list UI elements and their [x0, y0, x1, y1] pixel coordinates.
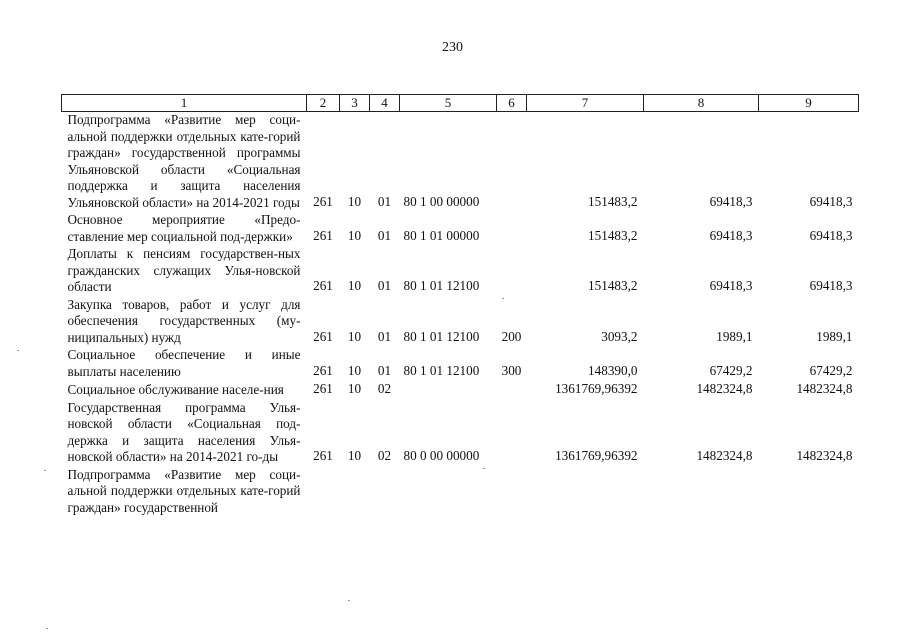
row-amount-col8: 69418,3	[709, 193, 753, 209]
row-section-code: 10	[347, 193, 362, 209]
row-amount-col9: 1482324,8	[796, 448, 853, 463]
row-expense-type	[497, 467, 527, 518]
row-target-article	[400, 467, 497, 518]
row-amount-col7: 151483,2	[588, 227, 638, 243]
row-name: Подпрограмма «Развитие мер соци-альной поддержки отдельных кате-горий граждан» государственной	[67, 466, 301, 515]
row-amount-col7: 3093,2	[601, 328, 638, 344]
row-subsection-code: 02	[377, 448, 392, 463]
page-number: 230	[442, 40, 463, 55]
row-ministry-code: 261	[313, 193, 333, 209]
scan-speck	[502, 298, 504, 299]
header-col-5: 5	[400, 95, 497, 112]
row-section-code	[340, 467, 370, 518]
row-name: Государственная программа Улья-новской области «Социальная под-держка и защита населения Улья-новской области» на 2014-2021 го-ды	[67, 399, 301, 464]
row-section-code: 10	[347, 278, 362, 293]
row-ministry-code	[307, 467, 340, 518]
table-row	[62, 212, 859, 246]
table-row	[62, 347, 859, 381]
row-target-article: 80 1 01 12100	[403, 278, 480, 293]
row-expense-type	[497, 400, 527, 467]
row-amount-col9: 69418,3	[809, 193, 853, 209]
row-subsection-code: 01	[377, 362, 392, 378]
row-subsection-code: 01	[377, 193, 392, 209]
table-row	[62, 246, 859, 297]
row-subsection-code: 02	[377, 381, 392, 396]
table-row	[62, 400, 859, 467]
row-section-code: 10	[347, 227, 362, 243]
row-name: Социальное обслуживание населе-ния	[67, 382, 284, 397]
table-header-row	[62, 95, 859, 112]
row-target-article: 80 0 00 00000	[403, 448, 480, 463]
row-name: Доплаты к пенсиям государствен-ных гражданских служащих Улья-новской области	[67, 246, 301, 294]
row-subsection-code: 01	[377, 278, 392, 293]
table-row	[62, 381, 859, 400]
row-amount-col8: 69418,3	[709, 278, 753, 293]
row-ministry-code: 261	[313, 448, 333, 463]
row-expense-type	[497, 381, 527, 400]
row-amount-col8: 1989,1	[716, 328, 753, 344]
row-amount-col9	[759, 467, 859, 518]
row-amount-col7	[527, 467, 644, 518]
row-subsection-code: 01	[377, 328, 392, 344]
row-ministry-code: 261	[313, 227, 333, 243]
row-expense-type: 200	[501, 328, 522, 344]
header-col-7: 7	[527, 95, 644, 112]
row-expense-type	[497, 212, 527, 246]
row-amount-col8	[644, 467, 759, 518]
row-amount-col9: 69418,3	[809, 227, 853, 243]
row-name: Закупка товаров, работ и услуг для обеспечения государственных (му-ниципальных) нужд	[67, 296, 301, 345]
row-target-article: 80 1 01 12100	[403, 328, 480, 344]
row-name: Подпрограмма «Развитие мер соци-альной поддержки отдельных кате-горий граждан» государственной программы Ульяновской области «Социальная поддержка и защита населения Ульяновской области» на 2014-2021 годы	[67, 112, 301, 210]
header-col-4: 4	[370, 95, 400, 112]
row-subsection-code	[370, 467, 400, 518]
row-amount-col7: 148390,0	[588, 362, 638, 378]
row-amount-col7: 1361769,96392	[555, 381, 638, 396]
row-expense-type: 300	[501, 362, 522, 378]
scan-speck	[483, 468, 485, 469]
row-amount-col7: 151483,2	[588, 278, 638, 293]
row-amount-col9: 1482324,8	[796, 381, 853, 396]
scan-speck	[46, 628, 48, 629]
row-amount-col8: 69418,3	[709, 227, 753, 243]
row-target-article: 80 1 00 00000	[403, 193, 480, 209]
scan-speck	[44, 470, 46, 471]
header-col-8: 8	[644, 95, 759, 112]
header-col-1: 1	[62, 95, 307, 112]
table-row	[62, 467, 859, 518]
row-ministry-code: 261	[313, 278, 333, 293]
row-target-article: 80 1 01 12100	[403, 362, 480, 378]
row-amount-col8: 67429,2	[709, 362, 753, 378]
row-amount-col9: 69418,3	[809, 278, 853, 293]
table-row	[62, 297, 859, 348]
row-target-article	[400, 381, 497, 400]
row-amount-col9: 1989,1	[816, 328, 853, 344]
table-row	[62, 112, 859, 213]
row-expense-type	[497, 112, 527, 213]
row-section-code: 10	[347, 448, 362, 463]
row-section-code: 10	[347, 381, 362, 396]
header-col-6: 6	[497, 95, 527, 112]
row-section-code: 10	[347, 362, 362, 378]
row-ministry-code: 261	[313, 381, 333, 396]
row-ministry-code: 261	[313, 362, 333, 378]
row-amount-col8: 1482324,8	[696, 448, 753, 463]
row-amount-col7: 151483,2	[588, 193, 638, 209]
header-col-9: 9	[759, 95, 859, 112]
row-ministry-code: 261	[313, 328, 333, 344]
header-col-2: 2	[307, 95, 340, 112]
row-expense-type	[497, 246, 527, 297]
row-amount-col7: 1361769,96392	[555, 448, 638, 463]
scan-speck	[348, 600, 350, 601]
row-target-article: 80 1 01 00000	[403, 227, 480, 243]
row-subsection-code: 01	[377, 227, 392, 243]
row-name: Социальное обеспечение и иные выплаты населению	[67, 347, 301, 379]
scan-speck	[17, 350, 19, 351]
row-amount-col9: 67429,2	[809, 362, 853, 378]
row-amount-col8: 1482324,8	[696, 381, 753, 396]
row-section-code: 10	[347, 328, 362, 344]
header-col-3: 3	[340, 95, 370, 112]
row-name: Основное мероприятие «Предо-ставление мер социальной под-держки»	[67, 212, 301, 244]
budget-table	[61, 94, 859, 517]
